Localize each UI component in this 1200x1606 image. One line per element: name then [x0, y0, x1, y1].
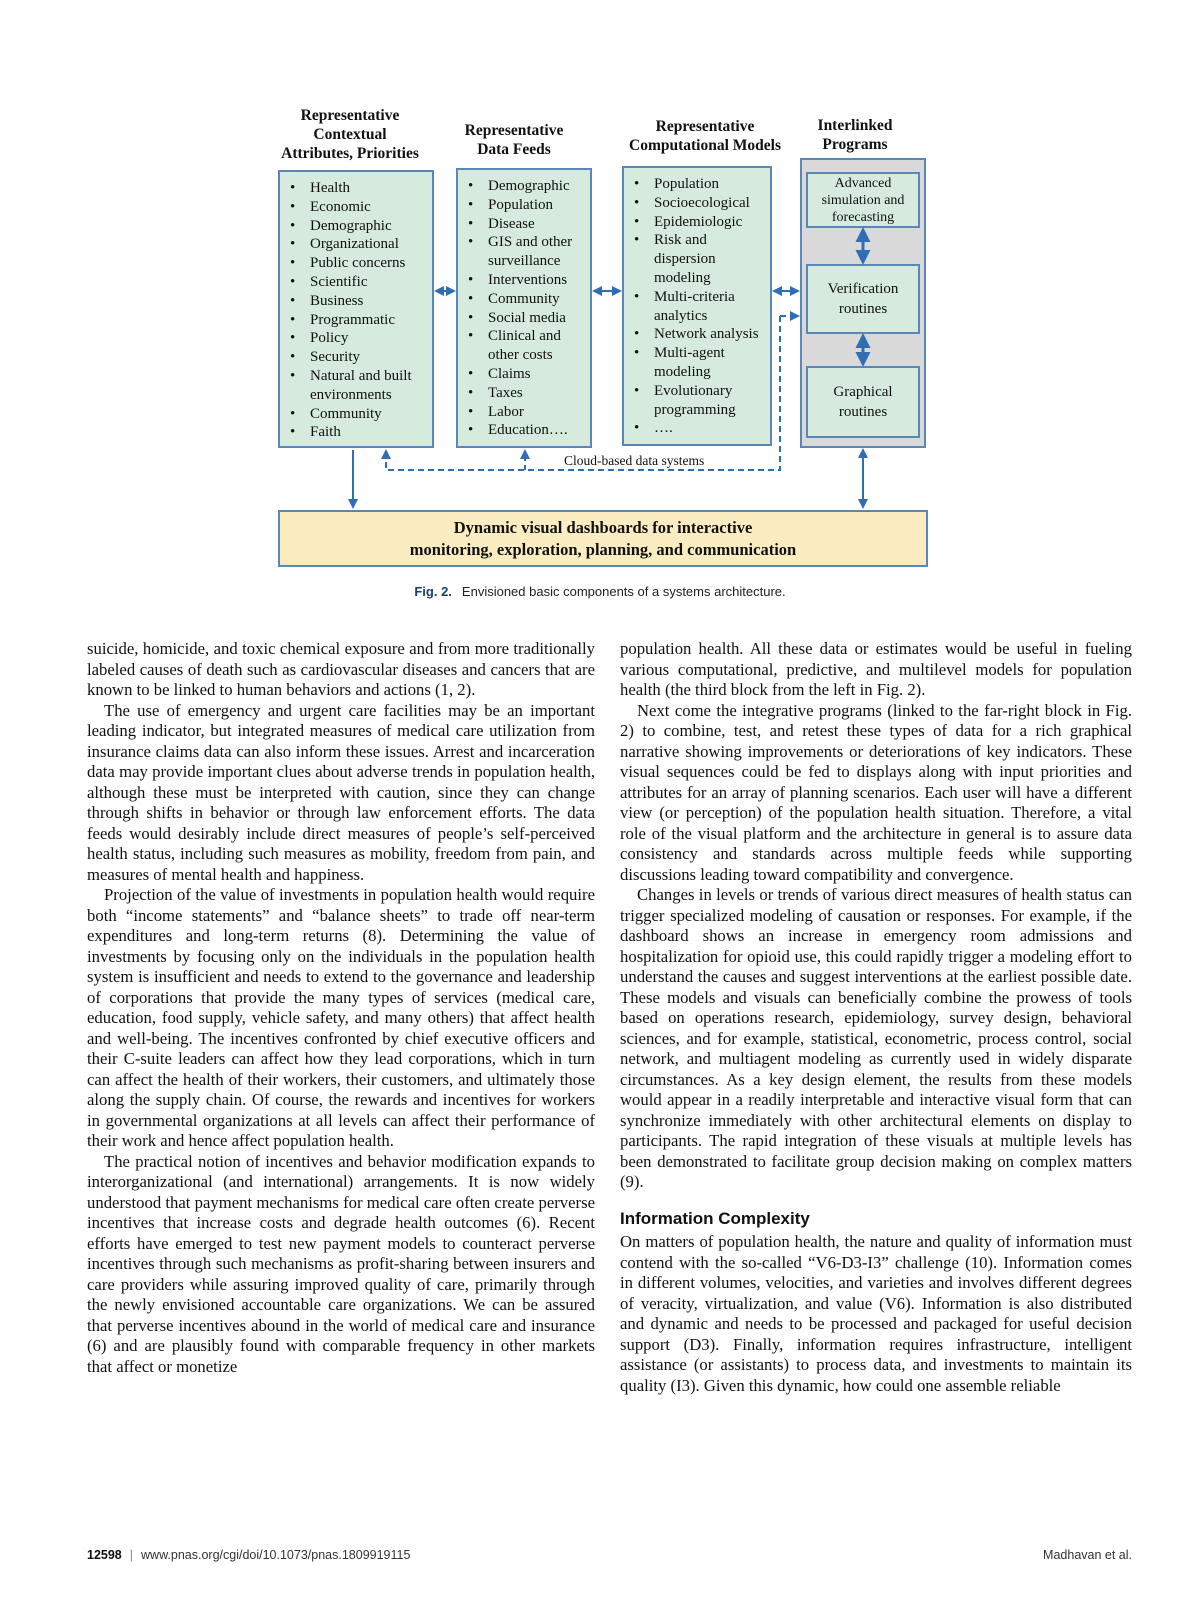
list-item: • GIS and other surveillance	[466, 233, 586, 271]
section-heading: Information Complexity	[620, 1208, 810, 1228]
col1-heading: Representative Contextual Attributes, Priorities	[281, 107, 419, 162]
list-item: • Health	[288, 179, 428, 198]
dashboard-box: Dynamic visual dashboards for interactive monitoring, exploration, planning, and communication	[278, 510, 928, 567]
list-item: • ….	[632, 419, 766, 438]
graphical-routines-box: Graphical routines	[806, 366, 920, 438]
verification-routines-box: Verification routines	[806, 264, 920, 334]
list-item: • Policy	[288, 329, 428, 348]
paragraph: On matters of population health, the nature and quality of information must contend with the so-called “V6-D3-I3” challenge (10). Information comes in different volumes, velocities, and varieties and involves different degrees of veracity, virtualization, and value (V6). Information is also distributed and dynamic and needs to be processed and packaged for useful decision support (D3). Finally, information requires infrastructure, intelligent assistance (or assistants) to process data, and investments to maintain its quality (I3). Given this dynamic, how could one assemble reliable	[620, 1232, 1132, 1395]
list-item: • Organizational	[288, 235, 428, 254]
col3-heading: Representative Computational Models	[629, 118, 781, 154]
list-item: • Natural and built environments	[288, 367, 428, 405]
list-item: • Population	[466, 196, 586, 215]
list-item: • Labor	[466, 403, 586, 422]
col4-heading: Interlinked Programs	[817, 117, 893, 153]
list-item: • Programmatic	[288, 311, 428, 330]
list-item: • Evolutionary programming	[632, 382, 766, 420]
list-item: • Scientific	[288, 273, 428, 292]
list-item: • Public concerns	[288, 254, 428, 273]
list-item: • Faith	[288, 423, 428, 442]
footer-separator: |	[129, 1548, 134, 1562]
list-item: • Epidemiologic	[632, 213, 766, 232]
list-item: • Population	[632, 175, 766, 194]
page-number: 12598	[87, 1548, 122, 1562]
paragraph: The use of emergency and urgent care facilities may be an important leading indicator, but integrated measures of medical care utilization from insurance claims data can also inform these issues. Arrest and incarceration data may provide important clues about adverse trends in population health, although these must be interpreted with caution, since they can change through shifts in behavior or through law enforcement efforts. The data feeds would desirably include direct measures of people’s self-perceived health status, including such measures as mobility, freedom from pain, and measures of mental health and happiness.	[87, 700, 595, 884]
caption-text: Envisioned basic components of a systems architecture.	[461, 584, 786, 599]
list-item: • Security	[288, 348, 428, 367]
paragraph: population health. All these data or estimates would be useful in fueling various computational, predictive, and multilevel models for population health (the third block from the left in Fig. 2).	[620, 639, 1132, 699]
list-item: • Claims	[466, 365, 586, 384]
col2-heading: Representative Data Feeds	[464, 122, 564, 158]
paragraph: Next come the integrative programs (linked to the far-right block in Fig. 2) to combine, test, and retest these types of data for a rich graphical narrative showing improvements or deteriorations of key indicators. These visual sequences could be fed to displays along with input priorities and attributes for an array of planning scenarios. Each user will have a different view (or perception) of the population health situation. Therefore, a vital role of the visual platform and the architecture in general is to assure data consistency and standards across multiple feeds while supporting discussions leading toward compatibility and convergence.	[620, 700, 1132, 884]
cloud-label: Cloud-based data systems	[560, 453, 708, 469]
list-item: • Economic	[288, 198, 428, 217]
list-item: • Disease	[466, 215, 586, 234]
doi-link[interactable]: www.pnas.org/cgi/doi/10.1073/pnas.1809919115	[141, 1548, 411, 1562]
left-column	[87, 639, 595, 1377]
cloud-data-loop	[386, 316, 780, 470]
list-item: • Demographic	[288, 217, 428, 236]
footer-authors: Madhavan et al.	[1043, 1548, 1132, 1562]
list-item: • Clinical and other costs	[466, 327, 586, 365]
list-item: • Social media	[466, 309, 586, 328]
list-item: • Interventions	[466, 271, 586, 290]
paragraph: Changes in levels or trends of various direct measures of health status can trigger specialized modeling of causation or responses. For example, if the dashboard shows an increase in emergency room admissions and hospitalization for opioid use, this could rapidly trigger a modeling effort to understand the causes and suggest interventions at the earliest possible date. These models and visuals can beneficially combine the prowess of tools based on operations research, epidemiology, survey design, behavioral sciences, and for example, statistical, econometric, process control, social network, and multiagent modeling as currently used in widely disparate circumstances. As a key design element, the results from these models would appear in a readily interpretable and interactive visual form that can synchronize immediately with other architectural elements on display to participants. The rapid integration of these visuals at multiple levels has been demonstrated to facilitate group decision making on complex matters (9).	[620, 885, 1132, 1191]
list-item: • Risk and dispersion modeling	[632, 231, 766, 287]
list-item: • Network analysis	[632, 325, 766, 344]
paragraph: suicide, homicide, and toxic chemical exposure and from more traditionally labeled causes of death such as cardiovascular diseases and cancers that are known to be linked to human behaviors and actions (1, 2).	[87, 639, 595, 699]
list-item: • Community	[288, 405, 428, 424]
advanced-simulation-box: Advanced simulation and forecasting	[806, 172, 920, 228]
list-item: • Business	[288, 292, 428, 311]
page-footer	[87, 1548, 1132, 1568]
list-item: • Socioecological	[632, 194, 766, 213]
caption-label: Fig. 2.	[414, 584, 452, 599]
list-item: • Demographic	[466, 177, 586, 196]
paragraph: The practical notion of incentives and behavior modification expands to interorganizational (and international) arrangements. It is now widely understood that payment mechanisms for medical care often create perverse incentives that increase costs and degrade health outcomes (6). Recent efforts have emerged to test new payment models to counteract perverse incentives through such mechanisms as profit-sharing between insurers and care providers while assuring improved quality of care, primarily through the newly envisioned accountable care organizations. We can be assured that perverse incentives abound in the world of medical care and insurance (6) and are plausibly found with comparable frequency in other markets that affect or monetize	[87, 1151, 595, 1376]
list-item: • Multi-criteria analytics	[632, 288, 766, 326]
paragraph: Projection of the value of investments in population health would require both “income statements” and “balance sheets” to trade off near-term expenditures and long-term returns (8). Determining the value of investments by focusing only on the individuals in the population health system is insufficient and needs to extend to the governance and leadership of corporations that provide the many types of services (medical care, education, food supply, vehicle safety, and many others) that affect health and well-being. The incentives confronted by chief executive officers and their C-suite leaders can affect how they lead corporations, which in turn can affect the health of their workers, their customers, and ultimately those along the supply chain. Of course, the rewards and incentives for workers in governmental organizations at all levels can affect their performance of their work and hence affect population health.	[87, 885, 595, 1150]
figure-caption	[0, 584, 1200, 599]
list-item: • Multi-agent modeling	[632, 344, 766, 382]
list-item: • Community	[466, 290, 586, 309]
figure-2	[0, 0, 1200, 600]
right-column	[620, 639, 1132, 1396]
list-item: • Taxes	[466, 384, 586, 403]
list-item: • Education….	[466, 421, 586, 440]
